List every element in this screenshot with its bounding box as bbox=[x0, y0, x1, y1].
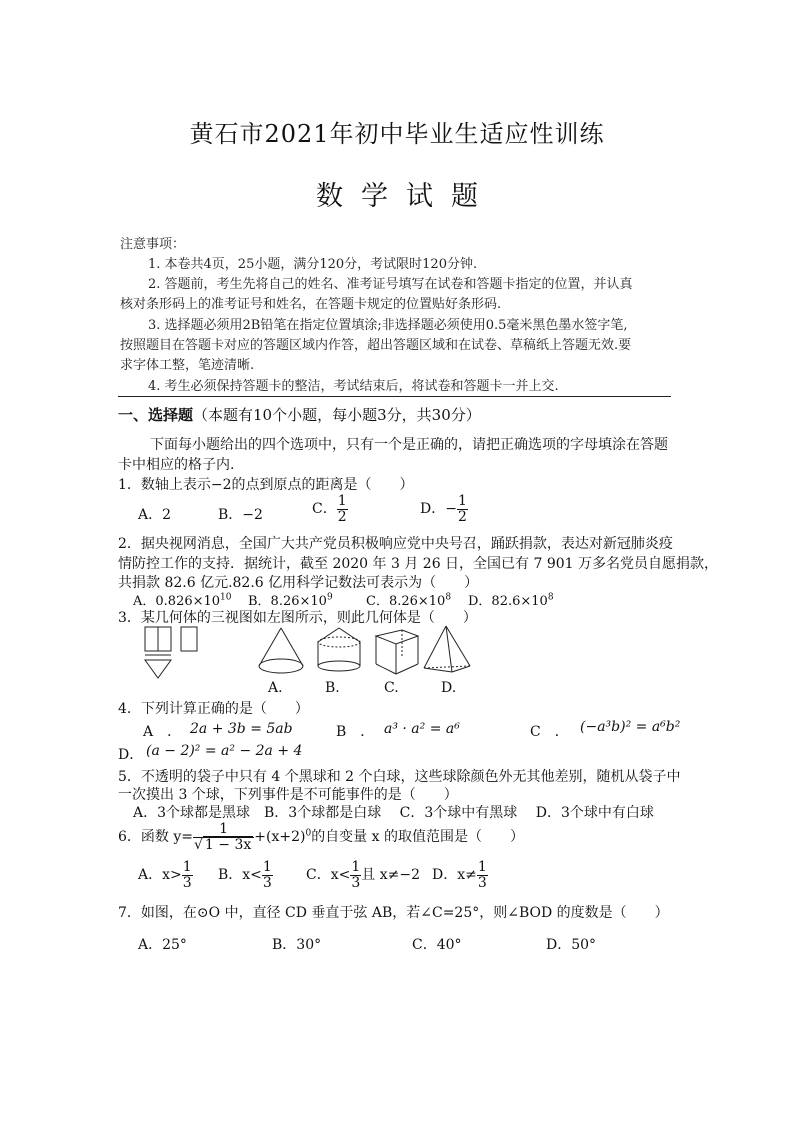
frac-den: √ 1 − 3x bbox=[193, 837, 254, 853]
q5-line-2: 一次摸出 3 个球，下列事件是不可能事件的是（ ） bbox=[118, 787, 458, 803]
q2-line-1: 2．据央视网消息，全国广大共产党员积极响应党中央号召，踊跃捐款，表达对新冠肺炎疫 bbox=[118, 536, 673, 552]
q2-b-text: B．8.26×10 bbox=[248, 594, 327, 609]
q6-fraction bbox=[193, 822, 254, 852]
q6-c-frac bbox=[350, 860, 361, 890]
note-3c: 求字体工整，笔迹清晰. bbox=[120, 358, 255, 373]
q3-option-b: B. bbox=[325, 680, 340, 696]
q3-option-d: D. bbox=[441, 680, 457, 696]
page-title: 黄石市2021年初中毕业生适应性训练 bbox=[189, 120, 605, 148]
q3-stem: 3．某几何体的三视图如左图所示，则此几何体是（ ） bbox=[118, 610, 477, 626]
q7-option-a: A．25° bbox=[138, 937, 187, 953]
notes-heading: 注意事项： bbox=[120, 237, 186, 252]
q2-line-3: 共捐款 82.6 亿元.82.6 亿用科学记数法可表示为（ ） bbox=[118, 575, 479, 591]
q5-options: A．3个球都是黑球 B．3个球都是白球 C．3个球中有黑球 D．3个球中有白球 bbox=[133, 805, 654, 821]
q6-stem bbox=[118, 822, 524, 852]
q2-d-exp: 8 bbox=[547, 592, 554, 603]
q4-option-c: (−a³b)² = a⁶b² bbox=[580, 719, 681, 735]
q6-c-text: C．x< bbox=[306, 867, 351, 884]
q6-a-text: A．x> bbox=[138, 867, 182, 884]
q4-stem: 4．下列计算正确的是（ ） bbox=[118, 701, 309, 717]
q4-option-d: (a − 2)² = a² − 2a + 4 bbox=[146, 743, 303, 759]
q2-option-d bbox=[468, 590, 554, 609]
frac-num: 1 bbox=[477, 859, 487, 875]
q6-suffix-exp: 0 bbox=[305, 828, 312, 839]
q2-d-text: D．82.6×10 bbox=[468, 594, 548, 609]
sqrt-radicand: 1 − 3x bbox=[204, 836, 252, 853]
q6-option-c bbox=[306, 860, 420, 890]
q3-option-a: A. bbox=[268, 680, 283, 696]
note-2a: 2. 答题前，考生先将自己的姓名、准考证号填写在试卷和答题卡指定的位置，并认真 bbox=[148, 277, 633, 292]
q1-option-a: A．2 bbox=[138, 507, 172, 523]
note-3a: 3. 选择题必须用2B铅笔在指定位置填涂;非选择题必须使用0.5毫米黑色墨水签字笔, bbox=[148, 318, 628, 333]
q6-prefix: 6．函数 y= bbox=[118, 829, 193, 846]
q7-option-d: D．50° bbox=[546, 937, 597, 953]
q4-option-d-label: D． bbox=[118, 747, 144, 763]
section-desc: （本题有10个小题，每小题3分，共30分） bbox=[193, 406, 481, 424]
q1-stem: 1．数轴上表示−2的点到原点的距离是（ ） bbox=[118, 477, 414, 493]
cylinder-cone-figure bbox=[314, 626, 364, 678]
q4-option-c-label: C ． bbox=[530, 724, 569, 740]
q2-line-2: 情防控工作的支持．据统计，截至 2020 年 3 月 26 日，全国已有 7 901 万多名党员自愿捐款， bbox=[118, 556, 719, 572]
section-intro-2: 卡中相应的格子内. bbox=[118, 457, 235, 473]
note-3b: 按照题目在答题卡对应的答题区域内作答，超出答题区域和在试卷、草稿纸上答题无效.要 bbox=[120, 338, 632, 353]
cone-figure bbox=[256, 626, 306, 678]
frac-num: 1 bbox=[457, 493, 467, 509]
q6-c-tail: 且 x≠−2 bbox=[361, 867, 420, 884]
divider-line bbox=[118, 396, 671, 397]
q6-d-frac bbox=[477, 860, 488, 890]
q4-option-a-label: A ． bbox=[143, 724, 182, 740]
frac-den: 3 bbox=[351, 874, 361, 891]
prism-figure bbox=[372, 626, 422, 678]
frac-den: 2 bbox=[457, 508, 467, 525]
section-heading bbox=[118, 404, 481, 425]
frac-den: 3 bbox=[262, 874, 272, 891]
q1-option-c-label: C． bbox=[312, 501, 337, 518]
q6-option-a bbox=[138, 860, 193, 890]
page-subtitle: 数学试题 bbox=[316, 181, 496, 212]
q1-fraction-d bbox=[457, 494, 468, 524]
note-1: 1. 本卷共4页，25小题，满分120分，考试限时120分钟. bbox=[148, 257, 478, 272]
q1-option-c bbox=[312, 494, 348, 524]
q6-d-text: D．x≠ bbox=[432, 867, 477, 884]
q2-b-exp: 9 bbox=[326, 592, 333, 603]
q6-suffix: +(x+2) bbox=[254, 829, 306, 846]
q6-a-frac bbox=[182, 860, 193, 890]
q4-option-b: a³ · a² = a⁶ bbox=[384, 721, 460, 737]
section-title: 一、选择题 bbox=[118, 406, 194, 424]
frac-num: 1 bbox=[219, 821, 229, 837]
q7-option-c: C．40° bbox=[412, 937, 462, 953]
q6-suffix-2: 的自变量 x 的取值范围是（ ） bbox=[311, 829, 524, 846]
three-view-figure bbox=[140, 626, 210, 682]
q2-a-text: A．0.826×10 bbox=[133, 594, 221, 609]
frac-den: 3 bbox=[477, 874, 487, 891]
q4-option-a: 2a + 3b = 5ab bbox=[190, 721, 293, 737]
section-intro-1: 下面每小题给出的四个选项中，只有一个是正确的，请把正确选项的字母填涂在答题 bbox=[150, 437, 668, 453]
frac-num: 1 bbox=[337, 493, 347, 509]
q3-option-c: C. bbox=[384, 680, 399, 696]
q1-option-b: B．−2 bbox=[218, 507, 263, 523]
q2-c-exp: 8 bbox=[445, 592, 452, 603]
frac-den: 2 bbox=[337, 508, 347, 525]
q2-a-exp: 10 bbox=[220, 592, 232, 603]
q6-option-b bbox=[218, 860, 273, 890]
note-4: 4. 考生必须保持答题卡的整洁，考试结束后，将试卷和答题卡一并上交. bbox=[148, 379, 559, 394]
q7-option-b: B．30° bbox=[272, 937, 322, 953]
q2-c-text: C．8.26×10 bbox=[366, 594, 446, 609]
q6-b-frac bbox=[262, 860, 273, 890]
q1-fraction-c bbox=[337, 494, 348, 524]
frac-den: 3 bbox=[182, 874, 192, 891]
q4-option-b-label: B ． bbox=[336, 724, 375, 740]
q1-option-d bbox=[420, 494, 468, 524]
pyramid-figure bbox=[422, 624, 474, 676]
q6-option-d bbox=[432, 860, 488, 890]
q5-line-1: 5．不透明的袋子中只有 4 个黑球和 2 个白球，这些球除颜色外无其他差别，随机从袋子中 bbox=[118, 769, 681, 785]
note-2b: 核对条形码上的准考证号和姓名，在答题卡规定的位置贴好条形码. bbox=[120, 297, 502, 312]
frac-num: 1 bbox=[182, 859, 192, 875]
q7-stem: 7．如图，在⊙O 中，直径 CD 垂直于弦 AB，若∠C=25°，则∠BOD 的度数是（ ） bbox=[118, 905, 669, 921]
q6-b-text: B．x< bbox=[218, 867, 262, 884]
frac-num: 1 bbox=[262, 859, 272, 875]
frac-num: 1 bbox=[351, 859, 361, 875]
q1-option-d-label: D．− bbox=[420, 501, 457, 518]
